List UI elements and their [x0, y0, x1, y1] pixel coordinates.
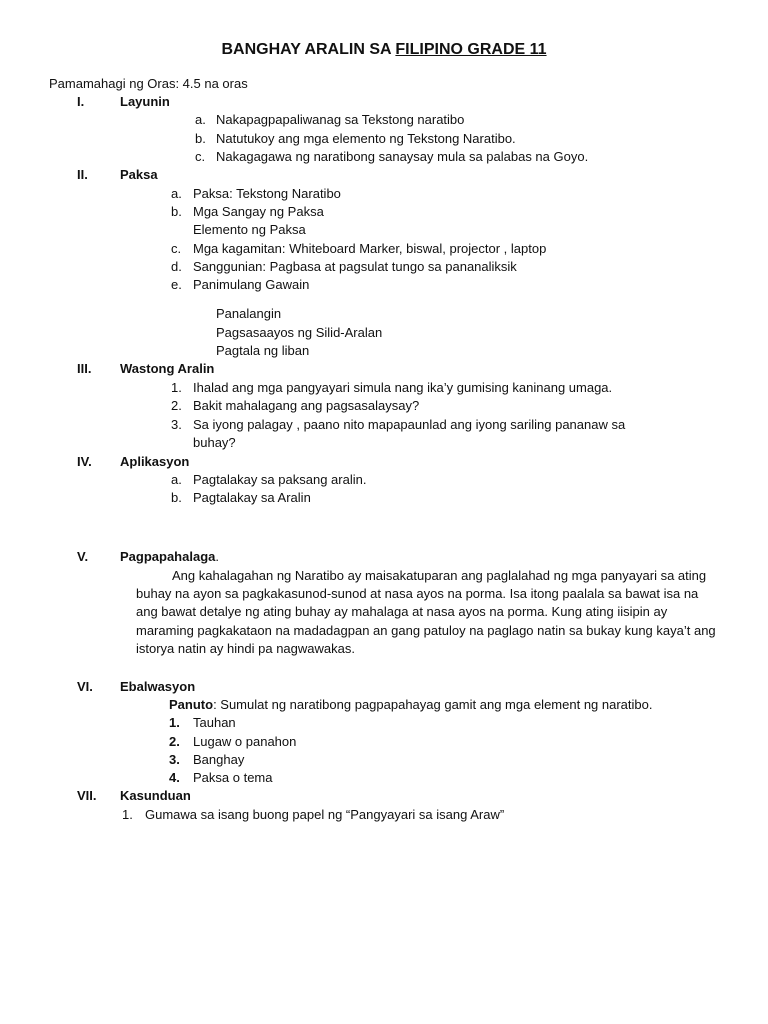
- section-5-heading: [120, 549, 219, 565]
- title-prefix: BANGHAY ARALIN SA: [221, 41, 396, 58]
- list-marker: d.: [171, 259, 182, 274]
- time-allocation: Pamamahagi ng Oras: 4.5 na oras: [49, 76, 248, 91]
- list-marker: 2.: [171, 398, 182, 413]
- instruction: [169, 697, 652, 713]
- section-1-heading: Layunin: [120, 94, 170, 109]
- section-5-number: V.: [77, 549, 89, 564]
- paragraph: [136, 567, 721, 658]
- list-item: Pagtalakay sa paksang aralin.: [193, 472, 367, 487]
- list-marker: 1.: [122, 807, 133, 822]
- section-6-heading: Ebalwasyon: [120, 679, 196, 694]
- list-item: Tauhan: [193, 715, 236, 730]
- title-underlined: FILIPINO GRADE 11: [395, 41, 547, 58]
- list-item: Sanggunian: Pagbasa at pagsulat tungo sa pananaliksik: [193, 259, 517, 274]
- list-marker: e.: [171, 277, 182, 292]
- section-4-heading: Aplikasyon: [120, 454, 190, 469]
- list-item: Banghay: [193, 752, 245, 767]
- list-item: Sa iyong palagay , paano nito mapapaunlad ang iyong sariling pananaw sa: [193, 417, 626, 432]
- list-marker: 3.: [169, 752, 180, 767]
- list-item: Natutukoy ang mga elemento ng Tekstong Naratibo.: [216, 131, 516, 146]
- paragraph-text: Ang kahalagahan ng Naratibo ay maisakatuparan ang paglalahad ng mga panyayari sa ating buhay na ayon sa pagkakasunod-sunod at nasa ayos na porma. Isa itong paalala sa bawat isa na ang bawat detalye ng ating buhay ay mahalaga at nasa ayos na porma. Kung ating iisipin ay maraming pagkakataon na madadagpan an gang patuloy na paglago natin sa bukay kung kaya’t ang istorya natin ay hindi pa nagwawakas.: [136, 568, 716, 656]
- section-4-number: IV.: [77, 454, 92, 469]
- section-5-heading-text: Pagpapahalaga: [120, 549, 216, 564]
- list-marker: b.: [171, 204, 182, 219]
- list-item: Gumawa sa isang buong papel ng “Pangyayari sa isang Araw”: [145, 807, 505, 822]
- section-2-number: II.: [77, 167, 88, 182]
- list-item: Panimulang Gawain: [193, 277, 310, 292]
- list-item: Elemento ng Paksa: [193, 222, 306, 237]
- list-item: Mga Sangay ng Paksa: [193, 204, 324, 219]
- list-marker: a.: [195, 112, 206, 127]
- section-5-heading-suffix: .: [215, 549, 219, 564]
- list-marker: a.: [171, 472, 182, 487]
- instruction-label: Panuto: [169, 697, 214, 712]
- document-title: [0, 40, 768, 60]
- list-item: Pagtalakay sa Aralin: [193, 490, 311, 505]
- section-1-number: I.: [77, 94, 85, 109]
- sub-item: Pagsasaayos ng Silid-Aralan: [216, 325, 383, 340]
- section-6-number: VI.: [77, 679, 93, 694]
- list-marker: 1.: [169, 715, 180, 730]
- list-item: Paksa: Tekstong Naratibo: [193, 186, 341, 201]
- list-marker: c.: [171, 241, 182, 256]
- list-item: Nakagagawa ng naratibong sanaysay mula sa palabas na Goyo.: [216, 149, 589, 164]
- list-item-continuation: buhay?: [193, 435, 236, 450]
- list-marker: c.: [195, 149, 206, 164]
- list-item: Nakapagpapaliwanag sa Tekstong naratibo: [216, 112, 465, 127]
- list-item: Paksa o tema: [193, 770, 273, 785]
- sub-item: Pagtala ng liban: [216, 343, 310, 358]
- list-marker: b.: [195, 131, 206, 146]
- section-3-number: III.: [77, 361, 92, 376]
- instruction-text: : Sumulat ng naratibong pagpapahayag gamit ang mga element ng naratibo.: [213, 697, 653, 712]
- list-marker: 2.: [169, 734, 180, 749]
- list-item: Mga kagamitan: Whiteboard Marker, biswal, projector , laptop: [193, 241, 547, 256]
- section-3-heading: Wastong Aralin: [120, 361, 215, 376]
- section-2-heading: Paksa: [120, 167, 158, 182]
- list-marker: b.: [171, 490, 182, 505]
- section-7-heading: Kasunduan: [120, 788, 191, 803]
- list-marker: 1.: [171, 380, 182, 395]
- section-7-number: VII.: [77, 788, 97, 803]
- list-item: Bakit mahalagang ang pagsasalaysay?: [193, 398, 420, 413]
- list-item: Lugaw o panahon: [193, 734, 297, 749]
- list-marker: a.: [171, 186, 182, 201]
- list-marker: 4.: [169, 770, 180, 785]
- list-marker: 3.: [171, 417, 182, 432]
- sub-item: Panalangin: [216, 306, 282, 321]
- list-item: Ihalad ang mga pangyayari simula nang ika’y gumising kaninang umaga.: [193, 380, 613, 395]
